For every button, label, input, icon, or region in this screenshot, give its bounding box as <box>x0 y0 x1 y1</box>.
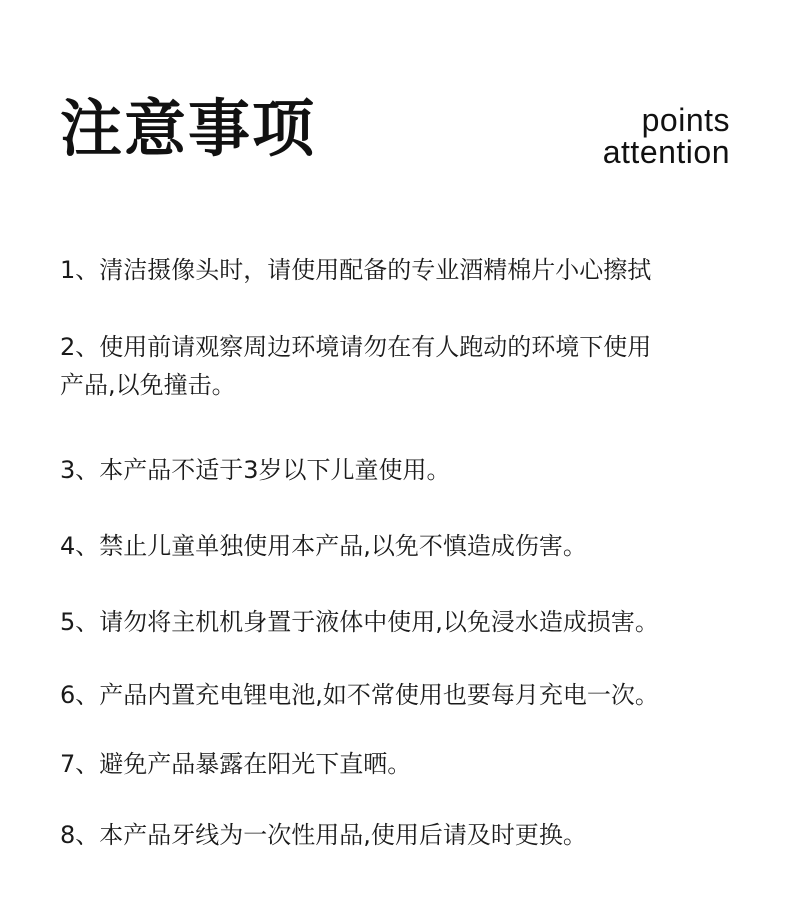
page-subtitle <box>603 104 730 168</box>
notice-item-1 <box>60 251 740 289</box>
notice-item-3 <box>60 451 740 489</box>
subtitle-line-2: attention <box>602 134 730 170</box>
notice-item-5 <box>60 603 740 641</box>
page-title: 注意事项 <box>60 92 317 165</box>
notice-item-7 <box>60 745 740 783</box>
notice-item-text: 3、本产品不适于3岁以下儿童使用。 <box>60 456 451 484</box>
notice-item-text: 7、避免产品暴露在阳光下直晒。 <box>60 750 412 778</box>
notice-item-text: 5、请勿将主机机身置于液体中使用,以免浸水造成损害。 <box>60 608 659 636</box>
notice-item-8 <box>60 816 740 854</box>
notice-item-text: 1、清洁摄像头时，请使用配备的专业酒精棉片小心擦拭 <box>60 256 652 284</box>
notice-item-text: 4、禁止儿童单独使用本产品,以免不慎造成伤害。 <box>60 532 587 560</box>
notice-item-6 <box>60 676 740 714</box>
notice-item-4 <box>60 527 740 565</box>
notice-item-text-continued: 产品,以免撞击。 <box>60 371 236 399</box>
subtitle-line-1: points <box>641 102 730 138</box>
notice-item-text: 2、使用前请观察周边环境请勿在有人跑动的环境下使用 <box>60 333 652 361</box>
notice-item-text: 6、产品内置充电锂电池,如不常使用也要每月充电一次。 <box>60 681 659 709</box>
notice-item-text: 8、本产品牙线为一次性用品,使用后请及时更换。 <box>60 821 587 849</box>
notice-item-2 <box>60 328 740 404</box>
